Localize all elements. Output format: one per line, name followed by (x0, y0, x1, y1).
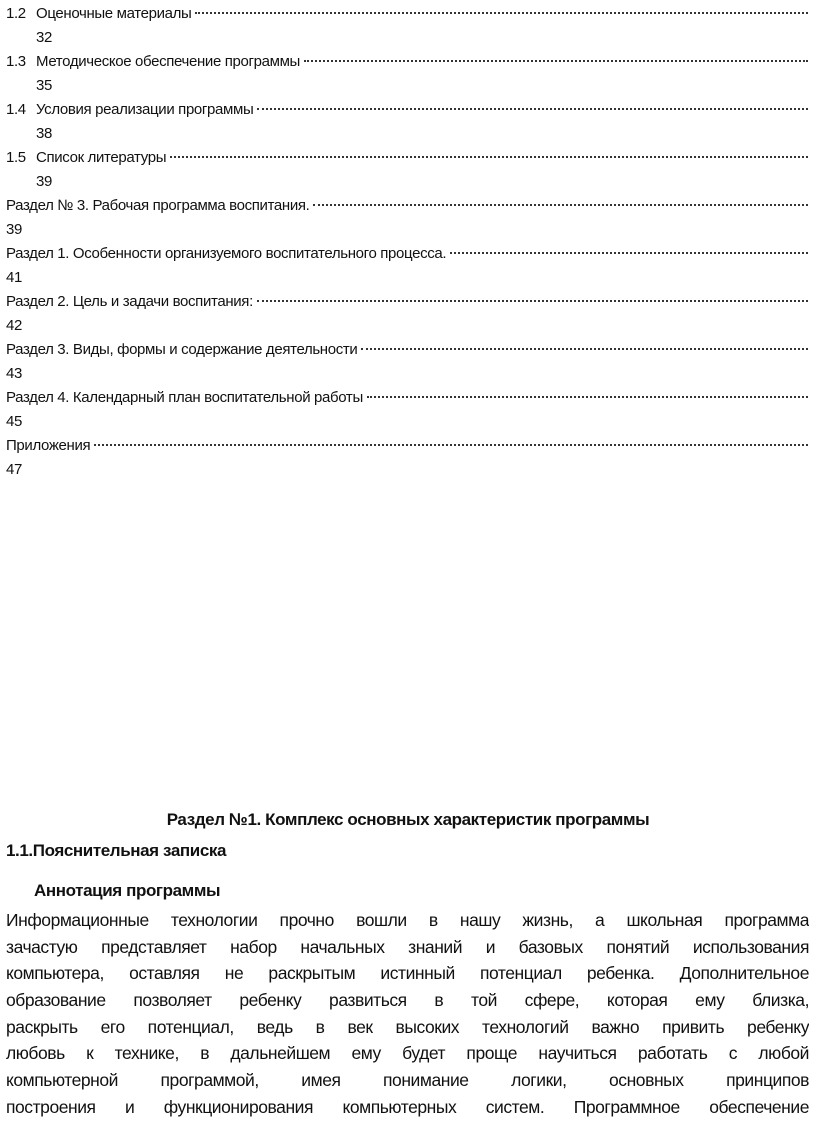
toc-page: 39 (36, 173, 52, 190)
toc-entry (6, 242, 808, 290)
toc-entry (6, 338, 808, 386)
dot-leader (361, 348, 808, 350)
toc-title: Раздел № 3. Рабочая программа воспитания. (6, 197, 310, 214)
toc-title: Список литературы (36, 149, 167, 166)
paragraph-line: раскрыть его потенциал, ведь в век высоких технологий важно привить ребенку (6, 1016, 809, 1037)
paragraph-line: построения и функционирования компьютерных систем. Программное обеспечение (6, 1096, 809, 1117)
dot-leader (304, 60, 808, 62)
toc-title: Оценочные материалы (36, 5, 192, 22)
toc-page: 39 (6, 221, 22, 238)
subsection-title: 1.1.Пояснительная записка (6, 841, 227, 860)
table-of-contents (6, 2, 808, 482)
paragraph-line: компьютера, оставляя не раскрытым истинный потенциал ребенка. Дополнительное (6, 963, 809, 984)
dot-leader (367, 396, 808, 398)
toc-page: 38 (36, 125, 52, 142)
toc-title: Раздел 1. Особенности организуемого воспитательного процесса. (6, 245, 447, 262)
paragraph-line: образование позволяет ребенку развиться в той сфере, которая ему близка, (6, 990, 809, 1011)
toc-page: 45 (6, 413, 22, 430)
toc-number: 1.5 (6, 149, 26, 166)
toc-page: 42 (6, 317, 22, 334)
dot-leader (257, 108, 808, 110)
dot-leader (450, 252, 808, 254)
toc-entry (6, 98, 808, 146)
toc-page: 43 (6, 365, 22, 382)
toc-title: Раздел 4. Календарный план воспитательной работы (6, 389, 363, 406)
toc-entry (6, 194, 808, 242)
toc-entry (6, 146, 808, 194)
dot-leader (313, 204, 808, 206)
toc-title: Раздел 3. Виды, формы и содержание деятельности (6, 341, 358, 358)
annotation-title: Аннотация программы (34, 881, 221, 900)
section-title: Раздел №1. Комплекс основных характеристик программы (166, 810, 650, 829)
toc-page: 41 (6, 269, 22, 286)
toc-number: 1.3 (6, 53, 26, 70)
toc-number: 1.2 (6, 5, 26, 22)
toc-entry (6, 434, 808, 482)
toc-title: Приложения (6, 437, 91, 454)
toc-page: 32 (36, 29, 52, 46)
toc-title: Раздел 2. Цель и задачи воспитания: (6, 293, 253, 310)
paragraph-line: Информационные технологии прочно вошли в нашу жизнь, а школьная программа (6, 910, 809, 930)
paragraph-line: зачастую представляет набор начальных знаний и базовых понятий использования (6, 936, 809, 957)
annotation-paragraph (6, 907, 809, 1121)
toc-page: 35 (36, 77, 52, 94)
dot-leader (94, 444, 808, 446)
toc-entry (6, 50, 808, 98)
toc-page: 47 (6, 461, 22, 478)
toc-title: Методическое обеспечение программы (36, 53, 300, 70)
dot-leader (257, 300, 808, 302)
paragraph-line: любовь к технике, в дальнейшем ему будет проще научиться работать с любой (6, 1043, 809, 1064)
dot-leader (170, 156, 808, 158)
toc-title: Условия реализации программы (36, 101, 254, 118)
toc-entry (6, 2, 808, 50)
toc-entry (6, 386, 808, 434)
toc-number: 1.4 (6, 101, 26, 118)
dot-leader (195, 12, 808, 14)
toc-entry (6, 290, 808, 338)
paragraph-line: компьютерной программой, имея понимание логики, основных принципов (6, 1070, 809, 1091)
